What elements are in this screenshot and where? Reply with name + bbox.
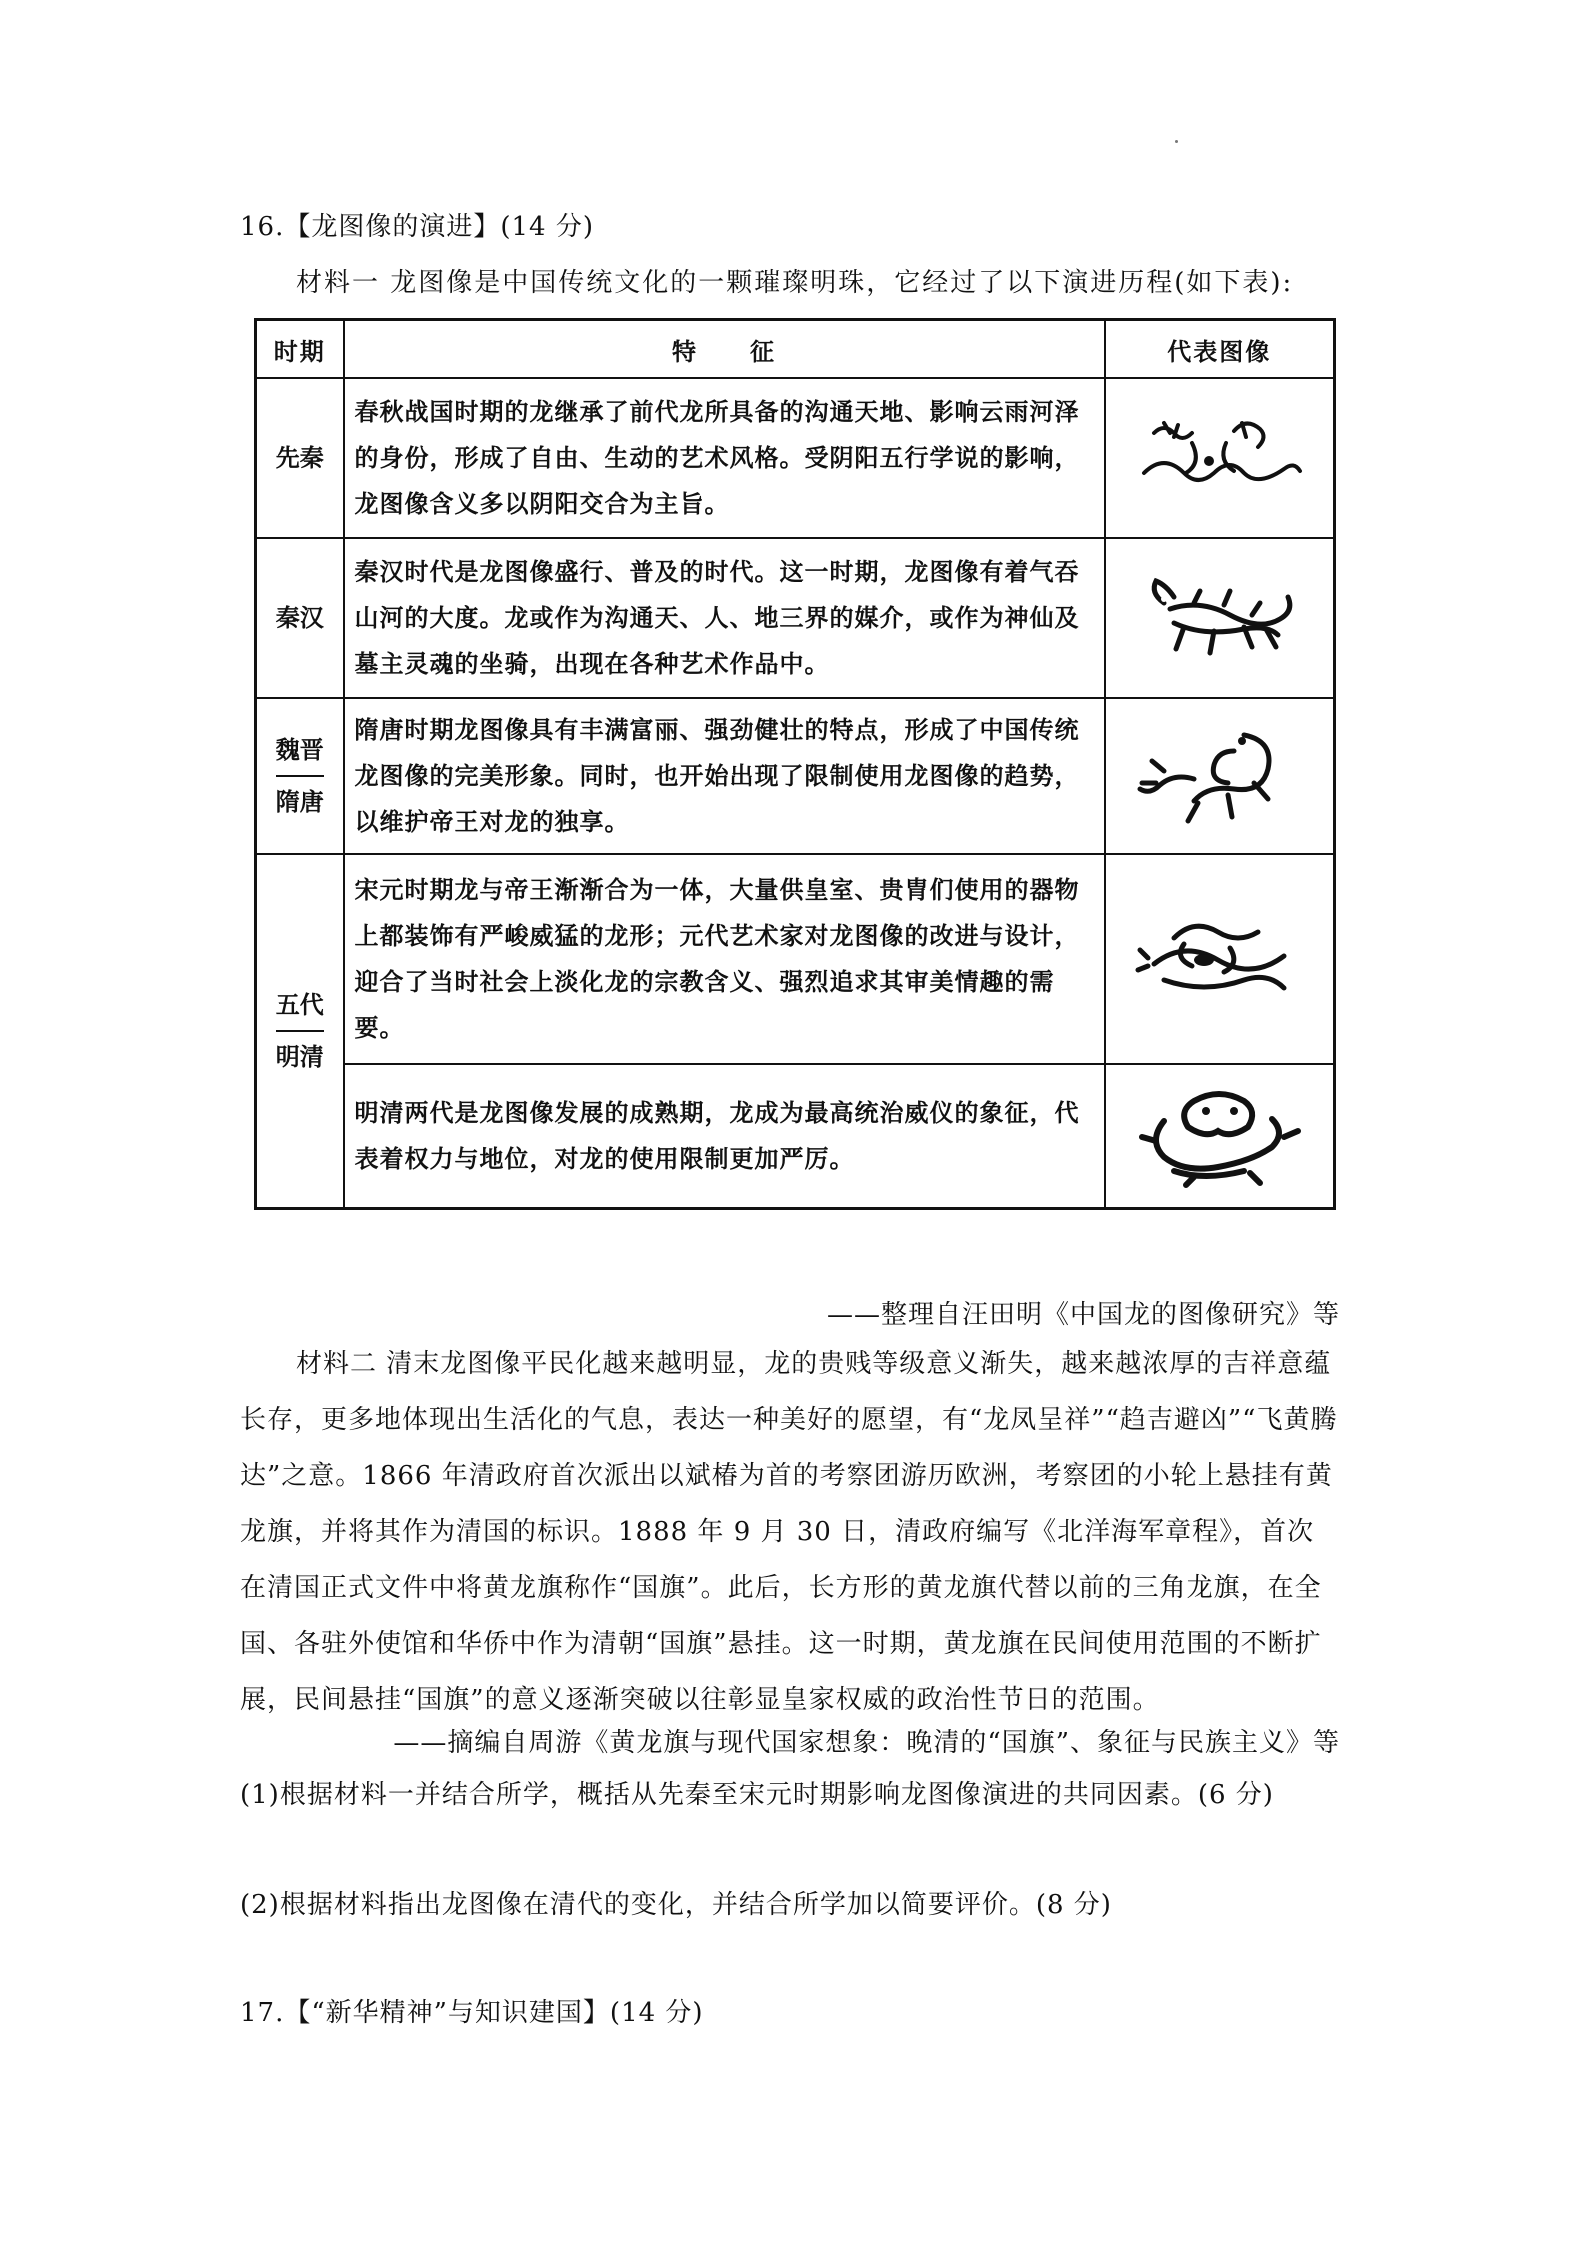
period-dash bbox=[276, 775, 324, 777]
period-label: 五代 bbox=[275, 989, 324, 1019]
question-16-title: 16.【龙图像的演进】(14 分) bbox=[240, 212, 594, 242]
feature-cell: 明清两代是龙图像发展的成熟期，龙成为最高统治威仪的象征，代表着权力与地位，对龙的使用限制更加严厉。 bbox=[344, 1064, 1105, 1208]
period-cell bbox=[256, 698, 344, 854]
material-2-paragraph bbox=[240, 1336, 1340, 1728]
image-cell bbox=[1105, 1064, 1335, 1208]
period-dash bbox=[276, 1030, 324, 1032]
table-header-row bbox=[256, 320, 1335, 379]
dragon-evolution-table bbox=[254, 318, 1336, 1210]
feature-cell: 春秋战国时期的龙继承了前代龙所具备的沟通天地、影响云雨河泽的身份，形成了自由、生动的艺术风格。受阴阳五行学说的影响，龙图像含义多以阴阳交合为主旨。 bbox=[344, 378, 1105, 538]
feature-cell: 隋唐时期龙图像具有丰满富丽、强劲健壮的特点，形成了中国传统龙图像的完美形象。同时，也开始出现了限制使用龙图像的趋势，以维护帝王对龙的独享。 bbox=[344, 698, 1105, 854]
image-cell bbox=[1105, 378, 1335, 538]
table-row bbox=[256, 538, 1335, 698]
period-label: 先秦 bbox=[275, 443, 324, 472]
material-1-intro: 材料一 龙图像是中国传统文化的一颗璀璨明珠，它经过了以下演进历程(如下表): bbox=[296, 268, 1294, 298]
material-1-source: ——整理自汪田明《中国龙的图像研究》等 bbox=[826, 1300, 1340, 1330]
header-feature: 特 征 bbox=[344, 320, 1105, 379]
image-cell bbox=[1105, 698, 1335, 854]
sub-question-2: (2)根据材料指出龙图像在清代的变化，并结合所学加以简要评价。(8 分) bbox=[240, 1890, 1112, 1920]
sub-question-1: (1)根据材料一并结合所学，概括从先秦至宋元时期影响龙图像演进的共同因素。(6 分) bbox=[240, 1780, 1274, 1810]
dragon-coiled-icon bbox=[1134, 721, 1304, 831]
question-17-title: 17.【“新华精神”与知识建国】(14 分) bbox=[240, 1998, 704, 2028]
period-cell bbox=[256, 378, 344, 538]
table-row bbox=[256, 698, 1335, 854]
table-row bbox=[256, 1064, 1335, 1208]
dragon-walking-icon bbox=[1134, 563, 1304, 673]
period-cell bbox=[256, 538, 344, 698]
period-label: 魏晋 bbox=[275, 735, 324, 764]
image-cell bbox=[1105, 854, 1335, 1064]
table-row bbox=[256, 378, 1335, 538]
table-row bbox=[256, 854, 1335, 1064]
material-2-text: 材料二 清末龙图像平民化越来越明显，龙的贵贱等级意义渐失，越来越浓厚的吉祥意蕴长存，更多地体现出生活化的气息，表达一种美好的愿望，有“龙凤呈祥”“趋吉避凶”“飞黄腾达”之意。1866 年清政府首次派出以斌椿为首的考察团游历欧洲，考察团的小轮上悬挂有黄龙旗，并将其作为清国的标识。1888 年 9 月 30 日，清政府编写《北洋海军章程》，首次在清国正式文件中将黄龙旗称作“国旗”。此后，长方形的黄龙旗代替以前的三角龙旗，在全国、各驻外使馆和华侨中作为清朝“国旗”悬挂。这一时期，黄龙旗在民间使用范围的不断扩展，民间悬挂“国旗”的意义逐渐突破以往彰显皇家权威的政治性节日的范围。 bbox=[240, 1349, 1338, 1715]
header-image: 代表图像 bbox=[1105, 320, 1335, 379]
image-cell bbox=[1105, 538, 1335, 698]
period-label: 秦汉 bbox=[275, 603, 324, 632]
period-cell bbox=[256, 854, 344, 1208]
material-2-source: ——摘编自周游《黄龙旗与现代国家想象：晚清的“国旗”、象征与民族主义》等 bbox=[393, 1728, 1340, 1758]
scan-speck bbox=[1175, 140, 1178, 143]
header-period: 时期 bbox=[256, 320, 344, 379]
period-label: 明清 bbox=[275, 1041, 324, 1071]
feature-cell: 秦汉时代是龙图像盛行、普及的时代。这一时期，龙图像有着气吞山河的大度。龙或作为沟通天、人、地三界的媒介，或作为神仙及墓主灵魂的坐骑，出现在各种艺术作品中。 bbox=[344, 538, 1105, 698]
dragon-pair-icon bbox=[1134, 403, 1304, 513]
feature-cell: 宋元时期龙与帝王渐渐合为一体，大量供皇室、贵胄们使用的器物上都装饰有严峻威猛的龙形；元代艺术家对龙图像的改进与设计，迎合了当时社会上淡化龙的宗教含义、强烈追求其审美情趣的需要。 bbox=[344, 854, 1105, 1064]
period-label: 隋唐 bbox=[275, 787, 324, 816]
dragon-front-icon bbox=[1134, 1081, 1304, 1191]
dragon-serpentine-icon bbox=[1134, 904, 1304, 1014]
